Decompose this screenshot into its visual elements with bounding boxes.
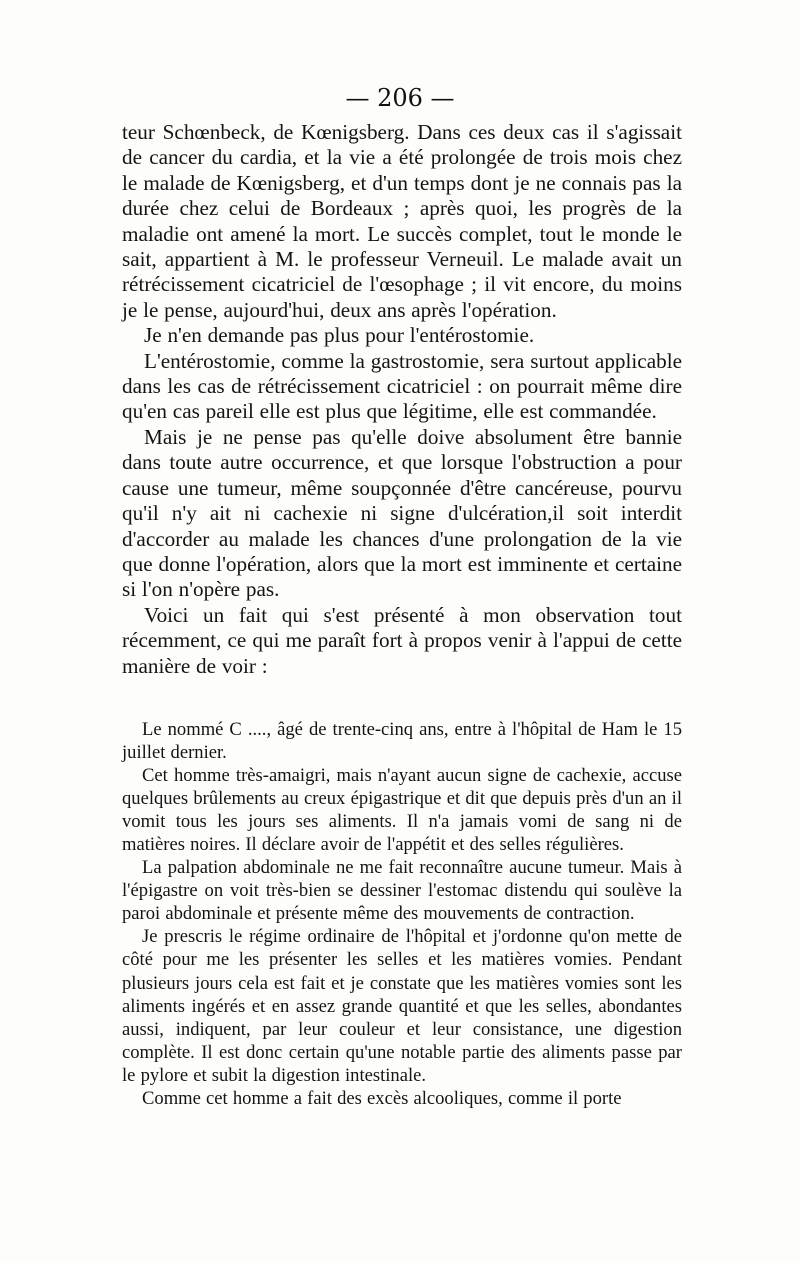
observation-paragraph: Comme cet homme a fait des excès alcooliques, comme il porte bbox=[142, 1087, 622, 1109]
page-number: — 206 — bbox=[345, 84, 455, 112]
observation-paragraph: Le nommé C ...., âgé de trente-cinq ans, entre à l'hôpital de Ham le 15 juillet dernier. bbox=[122, 719, 682, 764]
paragraph: L'entérostomie, comme la gastrostomie, sera surtout applicable dans les cas de rétrécissement cicatriciel : on pourrait même dire qu'en cas pareil elle est plus que légitime, elle est commandée. bbox=[122, 348, 682, 424]
observation-text bbox=[122, 718, 682, 1110]
paragraph: Je n'en demande pas plus pour l'entérostomie. bbox=[144, 323, 535, 348]
paragraph: teur Schœnbeck, de Kœnigsberg. Dans ces deux cas il s'agissait de cancer du cardia, et la vie a été prolongée de trois mois chez le malade de Kœnigsberg, et d'un temps dont je ne connais pas la durée chez celui de Bordeaux ; après quoi, les progrès de la maladie ont amené la mort. Le succès complet, tout le monde le sait, appartient à M. le professeur Verneuil. Le malade avait un rétrécissement cicatriciel de l'œsophage ; il vit encore, du moins je le pense, aujourd'hui, deux ans après l'opération. bbox=[122, 120, 682, 322]
paragraph: Voici un fait qui s'est présenté à mon observation tout récemment, ce qui me paraît fort à propos venir à l'appui de cette manière de voir : bbox=[122, 602, 682, 678]
main-text bbox=[122, 120, 682, 679]
observation-paragraph: Je prescris le régime ordinaire de l'hôpital et j'ordonne qu'on mette de côté pour me les présenter les selles et les matières vomies. Pendant plusieurs jours cela est fait et je constate que les matières vomies sont les aliments ingérés et en assez grande quantité et que les selles, abondantes aussi, indiquent, par leur couleur et leur consistance, une digestion complète. Il est donc certain qu'une notable partie des aliments passe par le pylore et subit la digestion intestinale. bbox=[122, 926, 682, 1086]
observation-paragraph: Cet homme très-amaigri, mais n'ayant aucun signe de cachexie, accuse quelques brûlements au creux épigastrique et dit que depuis près d'un an il vomit tous les jours ses aliments. Il n'a jamais vomi de sang ni de matières noires. Il déclare avoir de l'appétit et des selles régulières. bbox=[122, 765, 682, 856]
paragraph: Mais je ne pense pas qu'elle doive absolument être bannie dans toute autre occurrence, et que lorsque l'obstruction a pour cause une tumeur, même soupçonnée d'être cancéreuse, pourvu qu'il n'y ait ni cachexie ni signe d'ulcération,il soit interdit d'accorder au malade les chances d'une prolongation de la vie que donne l'opération, alors que la mort est imminente et certaine si l'on n'opère pas. bbox=[122, 424, 682, 602]
observation-paragraph: La palpation abdominale ne me fait reconnaître aucune tumeur. Mais à l'épigastre on voit très-bien se dessiner l'estomac distendu qui soulève la paroi abdominale et présente même des mouvements de contraction. bbox=[122, 857, 682, 925]
